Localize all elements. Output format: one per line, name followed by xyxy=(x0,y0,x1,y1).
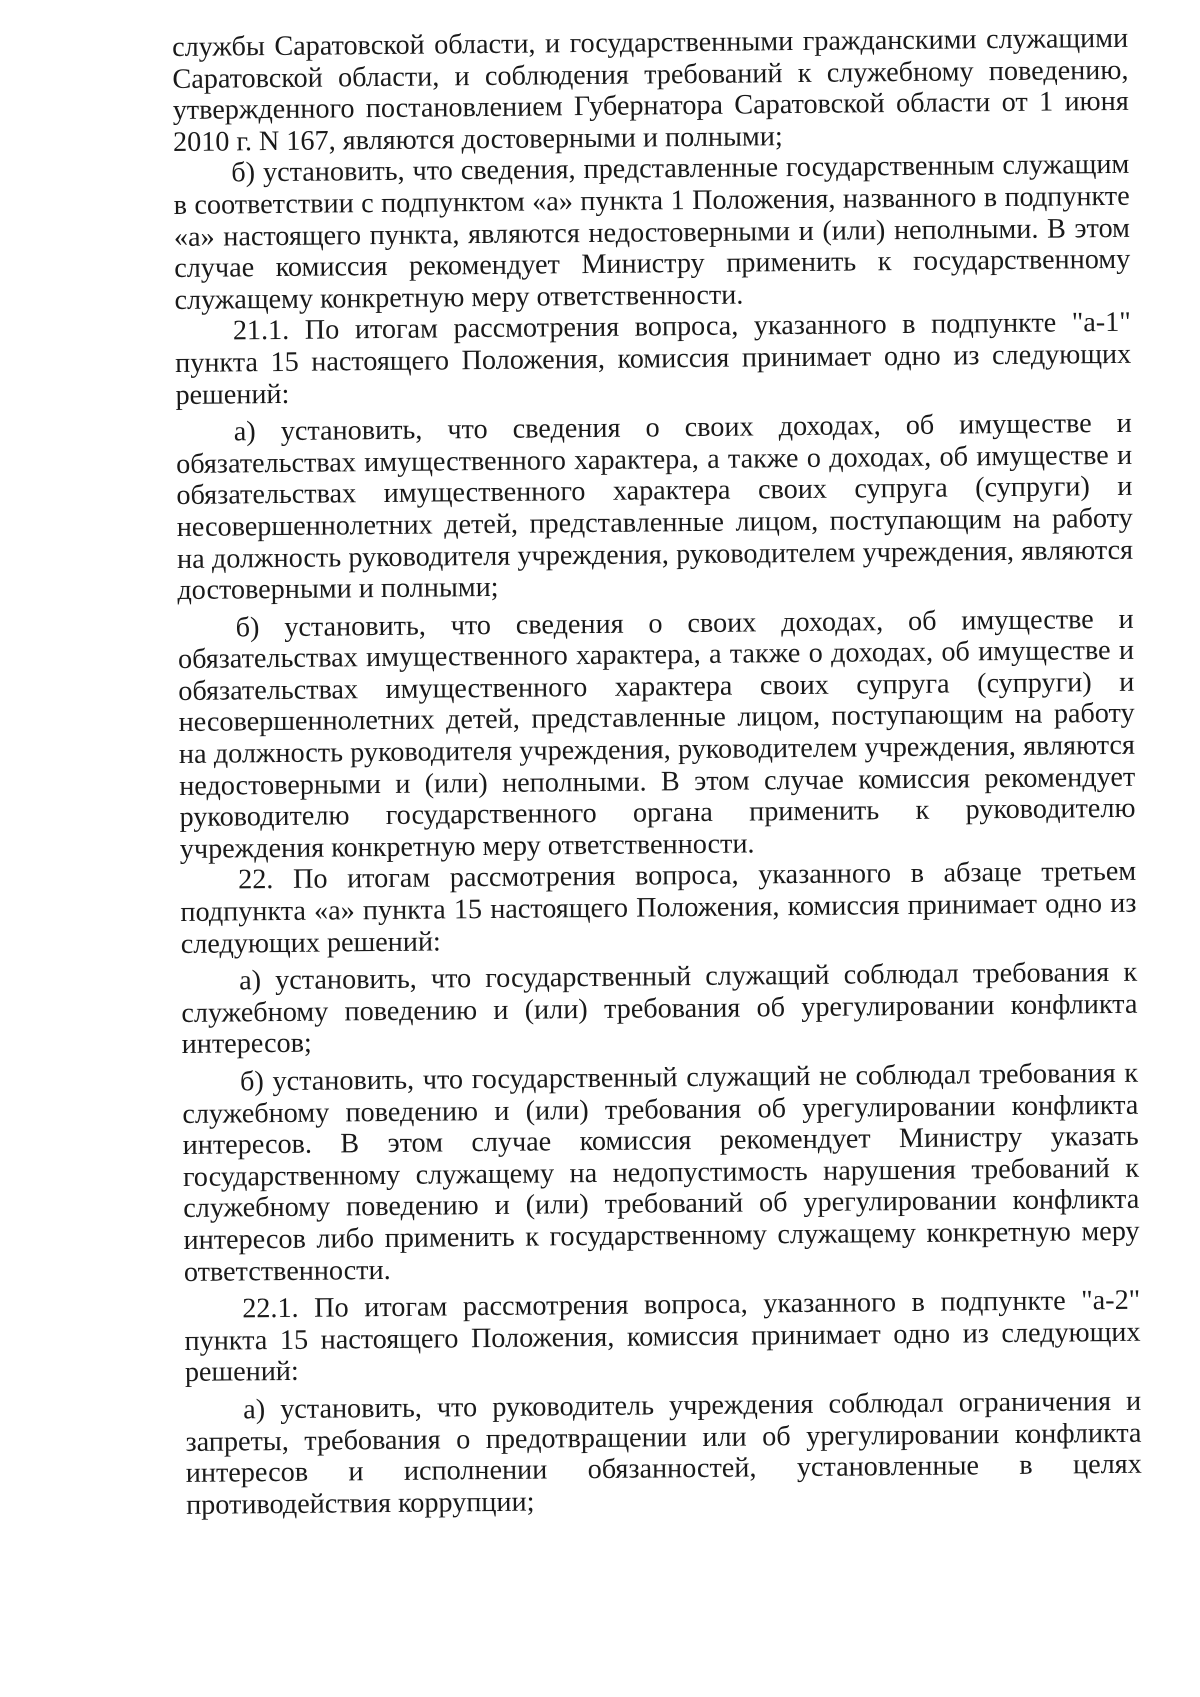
paragraph-continuation: службы Саратовской области, и государственными гражданскими служащими Саратовской области, и соблюдения требований к служебному поведению, утвержденного постановлением Губернатора Саратовской области от 1 июня 2010 г. N 167, являются достоверными и полными; xyxy=(172,22,1129,158)
paragraph-22-1-a: а) установить, что руководитель учреждения соблюдал ограничения и запреты, требования о предотвращении или об урегулировании конфликта интересов и исполнении обязанностей, установленные в целях противодействия коррупции; xyxy=(185,1385,1142,1521)
document-body xyxy=(172,23,1142,1521)
paragraph-21-1-a: а) установить, что сведения о своих доходах, об имуществе и обязательствах имущественного характера, а также о доходах, об имуществе и обязательствах имущественного характера своих супруга (супруги) и несовершеннолетних детей, представленные лицом, поступающим на работу на должность руководителя учреждения, руководителем учреждения, являются достоверными и полными; xyxy=(176,407,1134,607)
paragraph-21-b: б) установить, что сведения, представленные государственным служащим в соответствии с подпунктом «а» пункта 1 Положения, названного в подпункте «а» настоящего пункта, являются недостоверными и (или) неполными. В этом случае комиссия рекомендует Министру применить к государственному служащему конкретную меру ответственности. xyxy=(173,149,1131,316)
paragraph-22: 22. По итогам рассмотрения вопроса, указанного в абзаце третьем подпункта «а» пункта 15 настоящего Положения, комиссия принимает одно из следующих решений: xyxy=(180,856,1137,960)
paragraph-22-a: а) установить, что государственный служащий соблюдал требования к служебному поведению и (или) требования об урегулировании конфликта интересов; xyxy=(181,956,1138,1061)
paragraph-22-1: 22.1. По итогам рассмотрения вопроса, указанного в подпункте "а-2" пункта 15 настоящего Положения, комиссия принимает одно из следующих решений: xyxy=(184,1284,1141,1389)
paragraph-22-b: б) установить, что государственный служащий не соблюдал требования к служебному поведению и (или) требования об урегулировании конфликта интересов. В этом случае комиссия рекомендует Министру указать государственному служащему на недопустимость нарушения требований к служебному поведению и (или) требований об урегулировании конфликта интересов либо применить к государственному служащему конкретную меру ответственности. xyxy=(182,1057,1140,1288)
paragraph-21-1: 21.1. По итогам рассмотрения вопроса, указанного в подпункте "а-1" пункта 15 настоящего Положения, комиссия принимает одно из следующих решений: xyxy=(175,307,1132,411)
paragraph-21-1-b: б) установить, что сведения о своих доходах, об имуществе и обязательствах имущественного характера, а также о доходах, об имуществе и обязательствах имущественного характера своих супруга (супруги) и несовершеннолетних детей, представленные лицом, поступающим на работу на должность руководителя учреждения, руководителем учреждения, являются недостоверными и (или) неполными. В этом случае комиссия рекомендует руководителю государственного органа применить к руководителю учреждения конкретную меру ответственности. xyxy=(177,603,1136,865)
